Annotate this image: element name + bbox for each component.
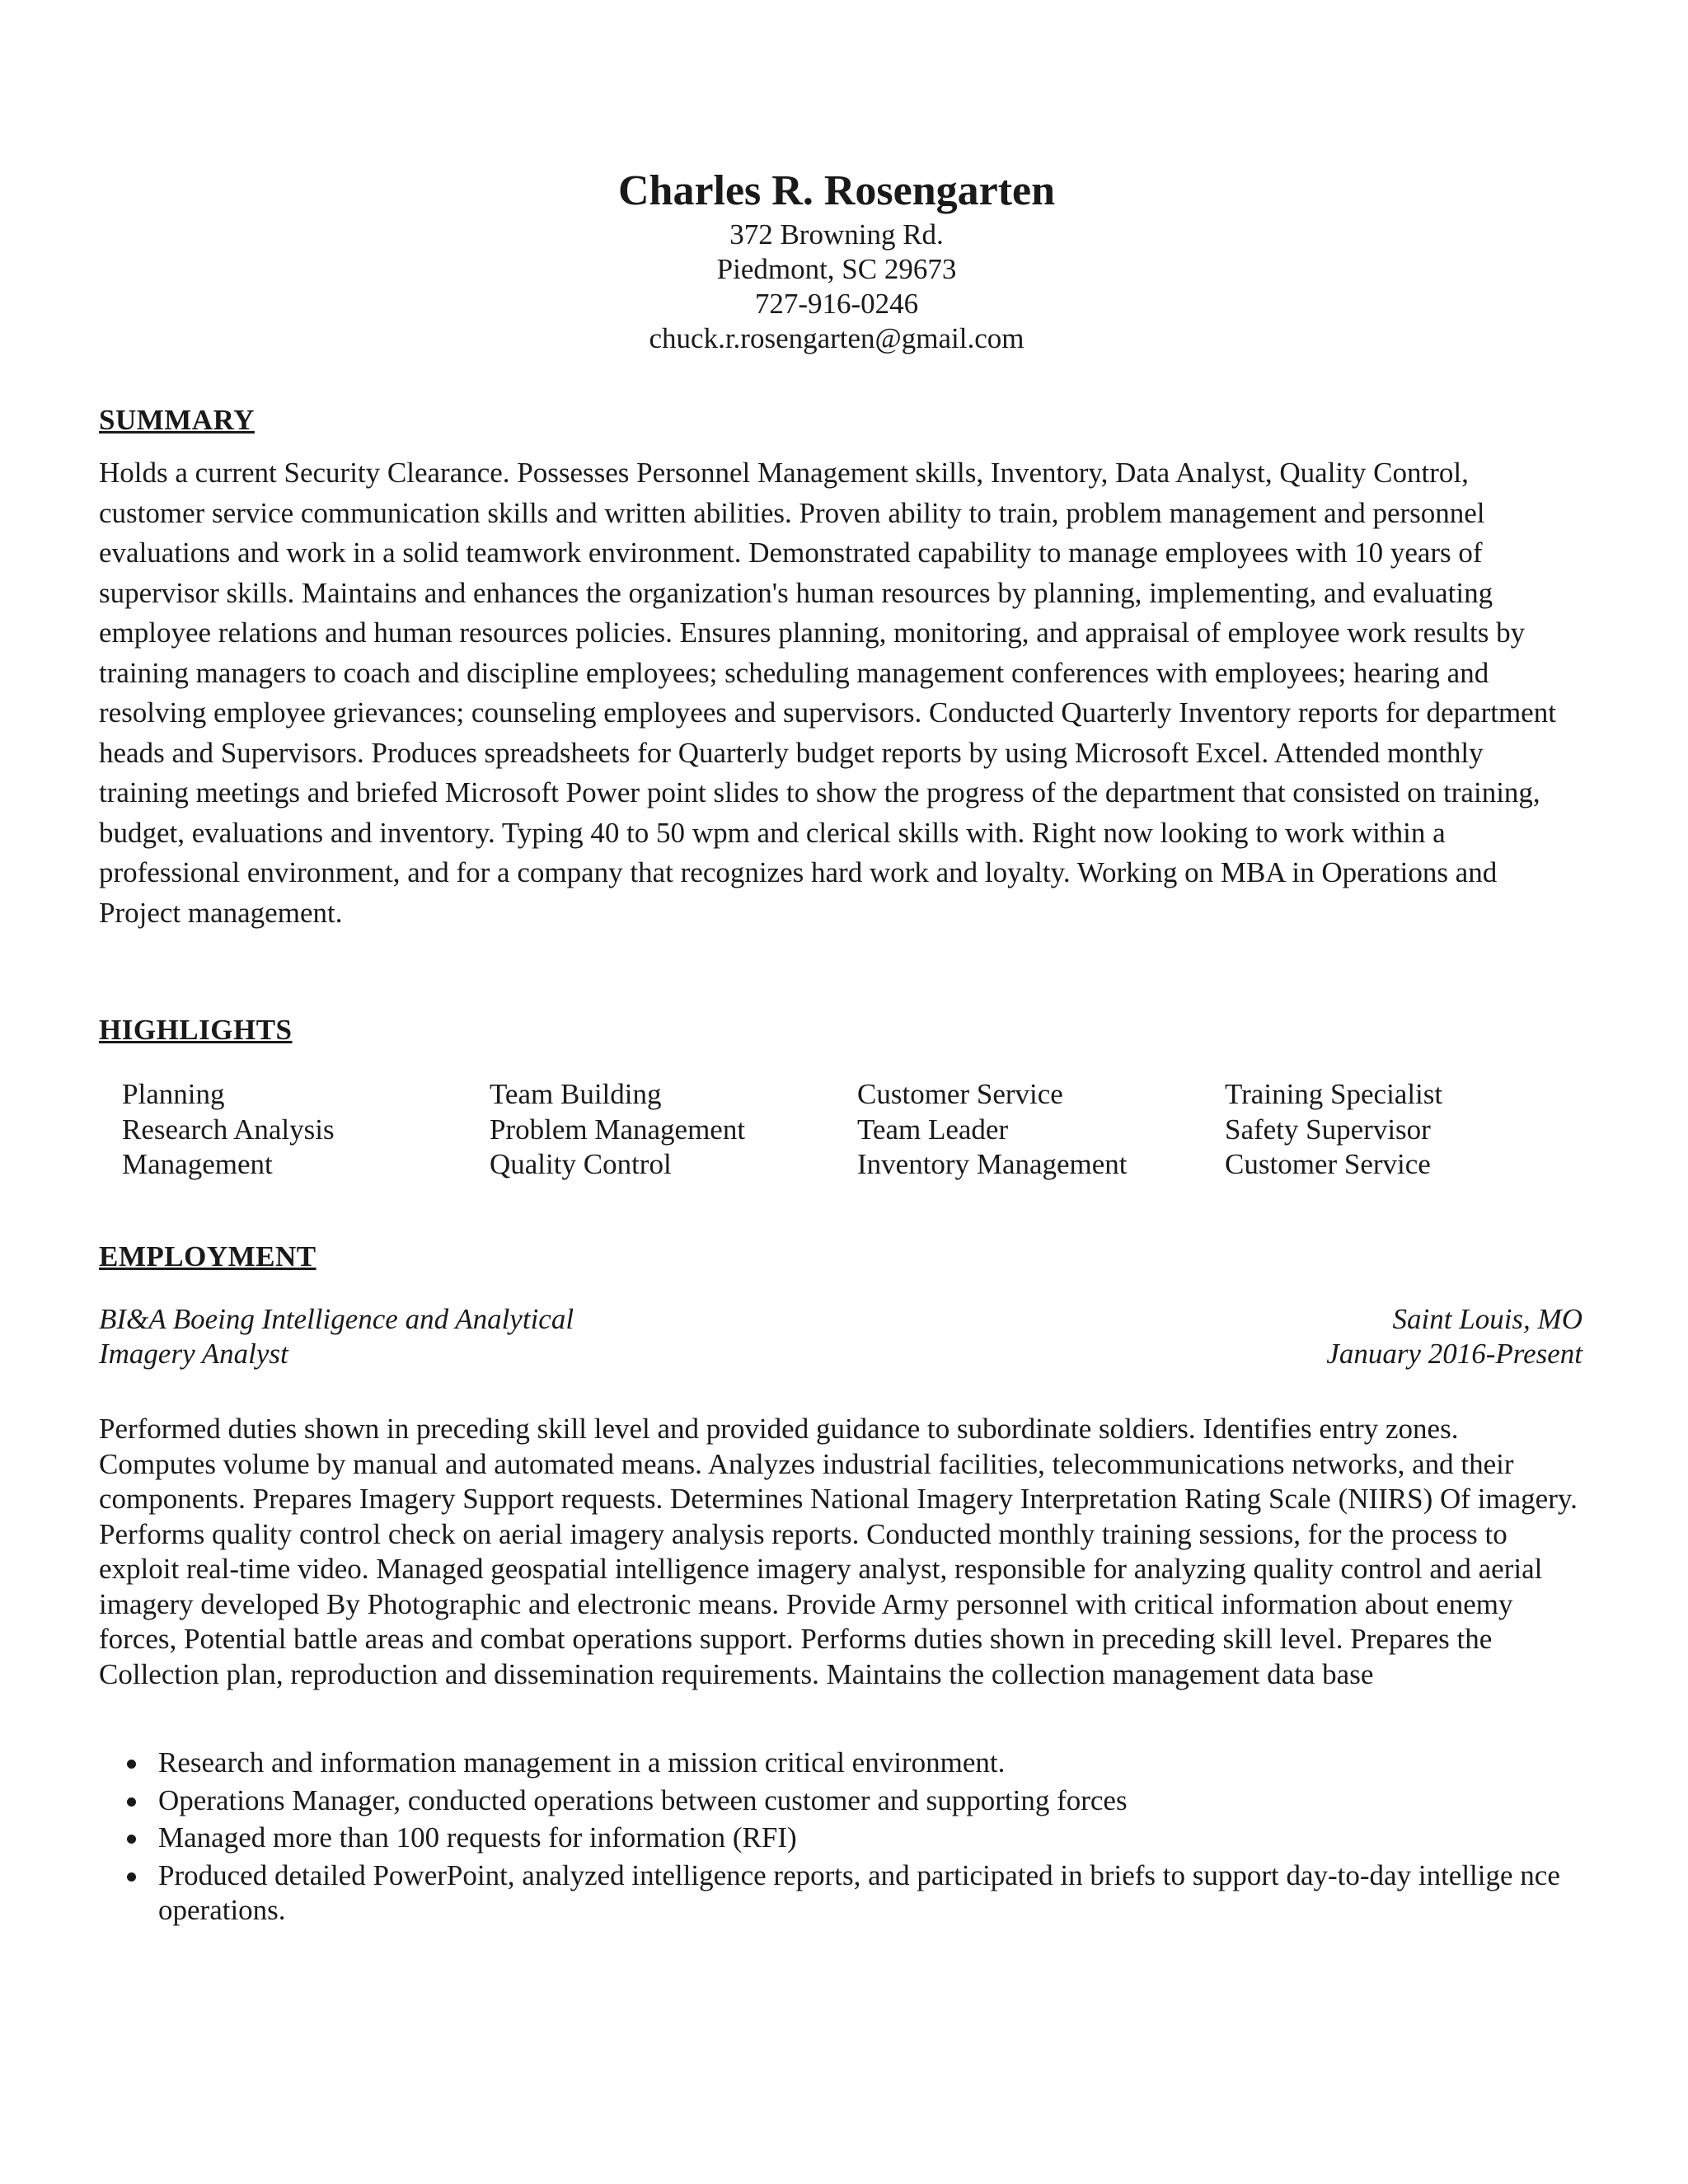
address-line-2: Piedmont, SC 29673 [716, 253, 957, 285]
phone-number: 727-916-0246 [754, 288, 919, 320]
resume-header [99, 165, 1574, 356]
job-company-row [99, 1302, 1582, 1337]
highlight-item: Customer Service [857, 1078, 1063, 1110]
candidate-name: Charles R. Rosengarten [617, 167, 1056, 214]
bullet-icon [127, 1835, 136, 1844]
highlight-item: Team Building [490, 1078, 662, 1110]
list-item: Managed more than 100 requests for information (RFI) [99, 1821, 1582, 1856]
job-location: Saint Louis, MO [1392, 1303, 1582, 1335]
highlight-item: Planning [122, 1078, 225, 1110]
list-item: Produced detailed PowerPoint, analyzed intelligence reports, and participated in briefs to support day-to-day intellige nce operations. [99, 1858, 1582, 1929]
highlights-column-1 [122, 1077, 490, 1183]
job-title: Imagery Analyst [99, 1338, 288, 1370]
highlight-item: Management [122, 1148, 273, 1180]
highlight-item: Research Analysis [122, 1113, 335, 1146]
bullet-icon [127, 1872, 136, 1882]
highlights-grid [122, 1077, 1573, 1183]
highlight-item: Safety Supervisor [1225, 1113, 1431, 1146]
highlights-column-3 [857, 1077, 1225, 1183]
highlight-item: Training Specialist [1225, 1078, 1443, 1110]
highlight-item: Customer Service [1225, 1148, 1431, 1180]
job-bullet-list [99, 1746, 1582, 1931]
highlights-heading: HIGHLIGHTS [99, 1014, 293, 1046]
email-address: chuck.r.rosengarten@gmail.com [649, 322, 1025, 354]
highlights-column-4 [1225, 1077, 1571, 1183]
highlights-column-2 [490, 1077, 857, 1183]
highlight-item: Problem Management [490, 1113, 746, 1146]
summary-heading: SUMMARY [99, 404, 255, 436]
job-dates: January 2016-Present [1326, 1338, 1582, 1370]
job-company: BI&A Boeing Intelligence and Analytical [99, 1303, 574, 1335]
job-description: Performed duties shown in preceding skill level and provided guidance to subordinate soldiers. Identifies entry zones. Computes volume by manual and automated means. Analyzes industrial facilities, telecommunications networks, and their components. Prepares Imagery Support requests. Determines National Imagery Interpretation Rating Scale (NIIRS) Of imagery. Performs quality control check on aerial imagery analysis reports. Conducted monthly training sessions, for the process to exploit real-time video. Managed geospatial intelligence imagery analyst, responsible for analyzing quality control and aerial imagery developed By Photographic and electronic means. Provide Army personnel with critical information about enemy forces, Potential battle areas and combat operations support. Performs duties shown in preceding skill level. Prepares the Collection plan, reproduction and dissemination requirements. Maintains the collection management data base [99, 1413, 1578, 1690]
list-item: Operations Manager, conducted operations between customer and supporting forces [99, 1783, 1582, 1819]
highlight-item: Team Leader [857, 1113, 1009, 1146]
highlight-item: Quality Control [490, 1148, 672, 1180]
job-title-row [99, 1337, 1582, 1371]
bullet-icon [127, 1760, 136, 1769]
bullet-icon [127, 1797, 136, 1807]
list-item: Research and information management in a mission critical environment. [99, 1746, 1582, 1781]
address-line-1: 372 Browning Rd. [729, 218, 944, 251]
employment-heading: EMPLOYMENT [99, 1240, 316, 1272]
summary-text: Holds a current Security Clearance. Possesses Personnel Management skills, Inventory, Data Analyst, Quality Control, customer service communication skills and written abilities. Proven ability to train, problem management and personnel evaluations and work in a solid teamwork environment. Demonstrated capability to manage employees with 10 years of supervisor skills. Maintains and enhances the organization's human resources by planning, implementing, and evaluating employee relations and human resources policies. Ensures planning, monitoring, and appraisal of employee work results by training managers to coach and discipline employees; scheduling management conferences with employees; hearing and resolving employee grievances; counseling employees and supervisors. Conducted Quarterly Inventory reports for department heads and Supervisors. Produces spreadsheets for Quarterly budget reports by using Microsoft Excel. Attended monthly training meetings and briefed Microsoft Power point slides to show the progress of the department that consisted on training, budget, evaluations and inventory. Typing 40 to 50 wpm and clerical skills with. Right now looking to work within a professional environment, and for a company that recognizes hard work and loyalty. Working on MBA in Operations and Project management. [99, 457, 1556, 929]
highlight-item: Inventory Management [857, 1148, 1128, 1180]
